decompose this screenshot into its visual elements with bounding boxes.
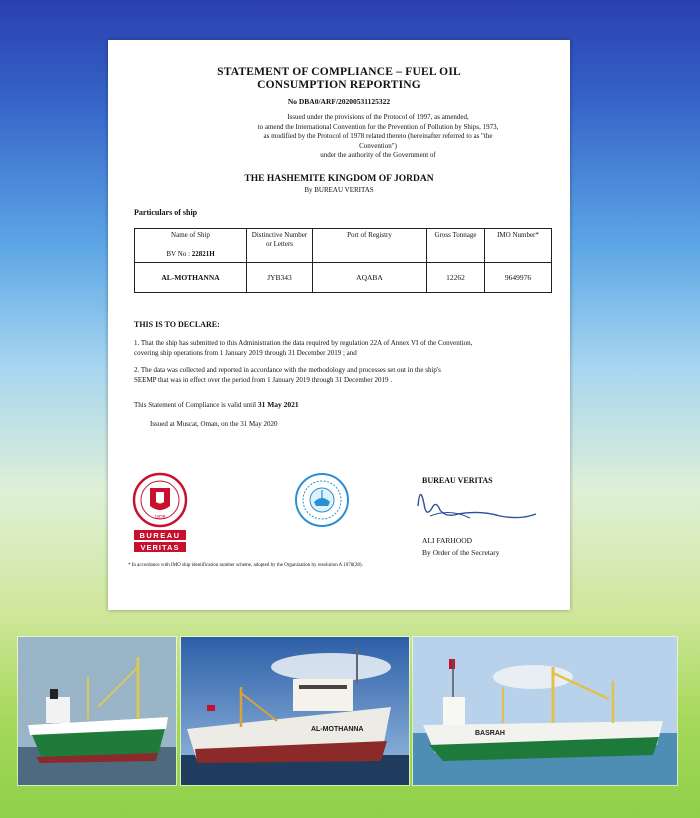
validity-date: 31 May 2021 [257,400,299,409]
ship-name-cell: AL-MOTHANNA [135,263,247,293]
certificate-document [108,40,570,610]
signatory-name: ALI FARHOOD [422,536,473,545]
hull-name-label: AL-MOTHANNA [311,726,364,733]
title-line-1: STATEMENT OF COMPLIANCE – FUEL OIL [217,66,461,78]
bv-seal-icon [132,472,188,554]
imo-cell: 9649976 [485,263,552,293]
issued-line: as modified by the Protocol of 1978 related thereto (hereinafter referred to as "the [263,132,493,140]
gross-cell: 12262 [427,263,485,293]
issued-line: to amend the International Convention for the Prevention of Pollution by Ships, 1973, [257,122,499,131]
ship-photo-2 [180,636,410,786]
validity-text: This Statement of Compliance is valid until [134,401,258,409]
footnote: * In accordance with IMO ship identification number scheme, adopted by the Organization by resolution A 1078(28). [128,563,363,568]
government-name: THE HASHEMITE KINGDOM OF JORDAN [244,174,434,184]
distinctive-cell: JYB343 [247,263,313,293]
handwritten-signature-icon [410,478,550,528]
bv-logo-year: 1828 [154,515,166,521]
declaration-paragraph-1 [134,339,554,358]
certificate-number: No DBA0/ARF/20200531125322 [287,97,391,106]
paragraph-line: covering ship operations from 1 January 2019 through 31 December 2019 ; and [134,348,357,357]
declare-heading: THIS IS TO DECLARE: [134,320,220,329]
imo-header: IMO Number* [485,229,552,263]
particulars-heading: Particulars of ship [134,208,198,217]
issued-at: Issued at Muscat, Oman, on the 31 May 2020 [150,420,278,428]
title-line-2: CONSUMPTION REPORTING [257,79,421,91]
ship-particulars-table [134,228,552,293]
signature-block [410,464,550,564]
issued-line: under the authority of the Government of [320,151,436,159]
table-header-row [135,229,552,263]
maritime-certification-seal [294,472,350,528]
ship-photo-3 [412,636,678,786]
declaration-paragraph-2 [134,366,554,385]
bv-number [137,250,244,259]
cargo-ship-photo-icon [181,637,410,786]
paragraph-line: 2. The data was collected and reported in accordance with the methodology and processes set out in the ship's [134,366,441,374]
bv-logo-word-1: BUREAU [139,531,181,540]
signatory-organization: BUREAU VERITAS [422,476,493,485]
name-header-cell [135,229,247,263]
cargo-ship-photo-icon [413,637,678,786]
issued-line: Issued under the provisions of the Protocol of 1997, as amended, [287,113,469,121]
validity-statement [134,400,299,409]
bv-label: BV No : [166,249,192,258]
signatory-title: By Order of the Secretary [422,548,500,557]
hull-name-label: BASRAH [475,730,505,737]
port-header: Port of Registry [313,229,427,263]
issued-line: Convention") [359,141,397,150]
issued-under-text [226,113,570,161]
certification-seal-icon [294,472,350,528]
distinctive-header: Distinctive Number or Letters [247,229,313,263]
certificate-title [108,66,570,92]
ship-photo-1 [17,636,177,786]
paragraph-line: 1. That the ship has submitted to this Administration the data required by regulation 22A of Annex VI of the Convention, [134,339,473,347]
port-cell: AQABA [313,263,427,293]
issuer-byline: By BUREAU VERITAS [304,186,374,194]
cargo-ship-photo-icon [18,637,177,786]
bureau-veritas-logo [132,472,188,554]
name-header: Name of Ship [171,231,210,239]
gross-header: Gross Tonnage [427,229,485,263]
bv-logo-word-2: VERITAS [140,543,180,552]
bv-value: 22821H [191,249,215,258]
paragraph-line: SEEMP that was in effect over the period from 1 January 2019 through 31 December 2019 . [134,375,392,384]
table-row [135,263,552,293]
